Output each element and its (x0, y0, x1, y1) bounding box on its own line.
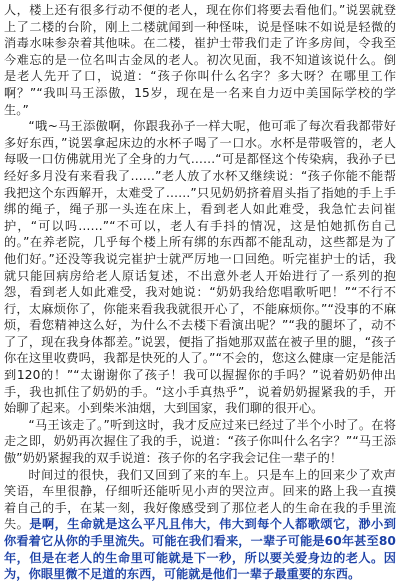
paragraph-4 (4, 467, 396, 583)
paragraph-3: “马王该走了。”听到这时，我才反应过来已经过了半个小时了。在将走之即，奶奶再次握住了我的手，说道：“孩子你叫什么名字？”“马王添傲”奶奶紧握我的双手说道：孩子你的名字我会记住一辈子的！ (4, 417, 396, 466)
emphasized-conclusion: 是啊，生命就是这么平凡且伟大，伟大到每个人都歌颂它，渺小到你看着它从你的手里流失。可能在我们看来，一辈子可能是60年甚至80年，但是在老人的生命里可能就是下一秒，所以要关爱身边的老人。因为，你眼里微不足道的东西，可能就是他们一辈子最重要的东西。 (4, 517, 397, 582)
paragraph-2: “哦~马王添傲啊，你跟我孙子一样大呢，他可乖了每次看我都带好多好东西，”说罢拿起床边的水杯子喝了一口水。水杯是带吸管的，老人每吸一口仿佛就用光了全身的力气……“可是都怪这个传染病，我孙子已经好多月没有来看我了……”老人放了水杯又继续说：“孩子你能不能帮我把这个东西解开，太难受了……”只见奶奶挤着眉头指了指她的手上手绑的绳子，绳子那一头连在床上，看到老人如此难受，我急忙去问崔护，“可以吗……”“不可以，老人有手抖的情况，这是怕她抓伤自己的。”在养老院，几乎每个楼上所有绑的东西都不能乱动，这些都是为了他们好。”还没等我说完崔护士就严厉地一口回绝。听完崔护士的话，我就只能回病房给老人原话复述，不出意外老人开始进行了一系列的抱怨，看到老人如此难受，我对她说：“奶奶我给您唱歌听吧！”“不行不行，太麻烦你了，你能来看我我就很开心了，不能麻烦你。”“没事的不麻烦，看您精神这么好，为什么不去楼下看演出呢？”“我的腿坏了，动不了了，现在我身体都差。”说罢，便指了指她那双蓝在被子里的腿，“孩子你在这里收费吗，我都是快死的人了。”“不会的，您这么健康一定是能活到120的！”“太谢谢你了孩子！我可以握握你的手吗？”说着奶奶伸出手，我也抓住了奶奶的手。“这小手真热乎”，说着奶奶握紧我的手，开始聊了起来。小到柴米油烟，大到国家，我们聊的很开心。 (4, 119, 396, 416)
paragraph-4-text: 时间过的很快，我们又回到了来的车上。只是车上的回来少了欢声笑语，车里很静，仔细听还能听见小声的哭泣声。回来的路上我一直摸着自己的手，在某一刻，我好像感受到了那位老人的生命在我的手里流失。 (4, 467, 396, 532)
paragraph-1: 人，楼上还有很多行动不便的老人，现在你们将要去看他们。”说罢就登上了二楼的台阶，刚上二楼就闻到一种怪味，说是怪味不如说是轻微的消毒水味参杂着其他味。在二楼，崔护士带我们走了许多房间，令我至今难忘的是一位名叫古金凤的老人。初次见面，我不知道该说什么。倒是老人先开了口，说道：“孩子你叫什么名字？多大呀？在哪里工作啊？”“我叫马王添傲，15岁，现在是一名来自力迈中美国际学校的学生。” (4, 3, 396, 117)
